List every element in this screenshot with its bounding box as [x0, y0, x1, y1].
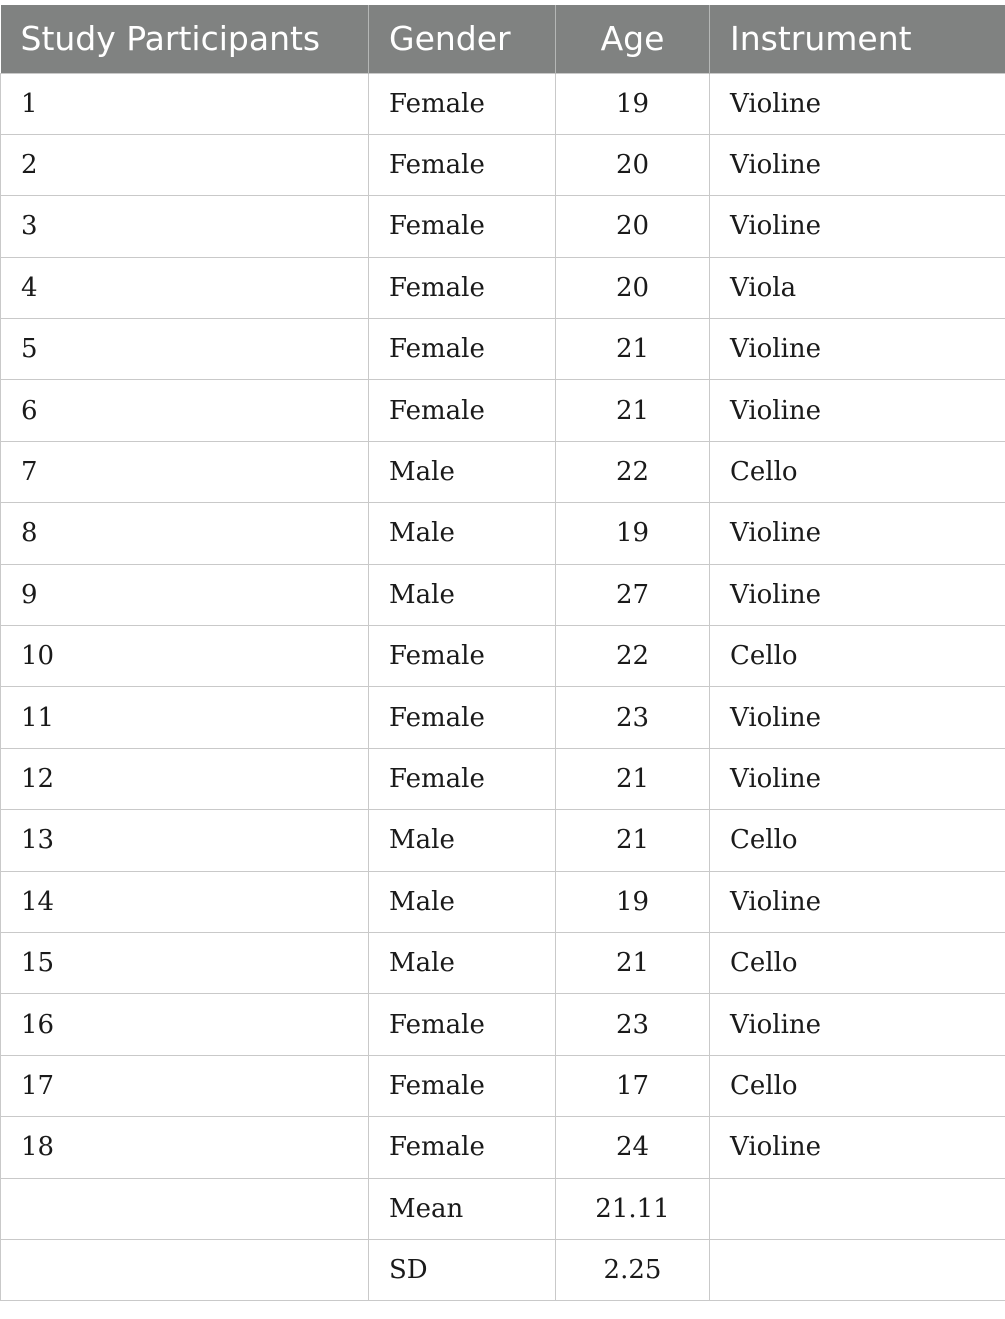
cell-gender: Female	[369, 748, 556, 809]
participants-table-wrapper	[0, 5, 1005, 1301]
cell-gender: Male	[369, 441, 556, 502]
cell-participant: 7	[1, 441, 369, 502]
cell-participant	[1, 1239, 369, 1300]
table-row	[1, 134, 1005, 195]
cell-participant: 15	[1, 932, 369, 993]
table-header	[1, 5, 1005, 73]
cell-age: 17	[556, 1055, 710, 1116]
table-row	[1, 257, 1005, 318]
table-row	[1, 687, 1005, 748]
cell-instrument: Cello	[710, 932, 1005, 993]
header-study-participants: Study Participants	[1, 5, 369, 73]
cell-instrument: Violine	[710, 73, 1005, 134]
cell-age: 21.11	[556, 1178, 710, 1239]
cell-gender: Female	[369, 994, 556, 1055]
cell-gender: Female	[369, 319, 556, 380]
header-instrument: Instrument	[710, 5, 1005, 73]
table-row	[1, 503, 1005, 564]
cell-age: 22	[556, 626, 710, 687]
cell-gender: Mean	[369, 1178, 556, 1239]
cell-instrument: Violine	[710, 1117, 1005, 1178]
cell-gender: Female	[369, 626, 556, 687]
cell-age: 20	[556, 134, 710, 195]
cell-instrument: Cello	[710, 1055, 1005, 1116]
cell-age: 20	[556, 196, 710, 257]
cell-instrument: Violine	[710, 196, 1005, 257]
cell-gender: Female	[369, 134, 556, 195]
table-row	[1, 994, 1005, 1055]
table-row	[1, 932, 1005, 993]
cell-age: 27	[556, 564, 710, 625]
cell-participant: 6	[1, 380, 369, 441]
header-gender: Gender	[369, 5, 556, 73]
cell-age: 19	[556, 871, 710, 932]
cell-age: 21	[556, 748, 710, 809]
cell-age: 23	[556, 994, 710, 1055]
cell-instrument: Violine	[710, 994, 1005, 1055]
table-row	[1, 196, 1005, 257]
participants-table	[0, 5, 1005, 1301]
cell-gender: Male	[369, 564, 556, 625]
cell-instrument: Violine	[710, 319, 1005, 380]
cell-gender: Female	[369, 687, 556, 748]
cell-instrument: Violine	[710, 748, 1005, 809]
table-row	[1, 441, 1005, 502]
table-body	[1, 73, 1005, 1301]
cell-gender: Female	[369, 1055, 556, 1116]
cell-participant: 3	[1, 196, 369, 257]
cell-participant: 13	[1, 810, 369, 871]
table-row	[1, 810, 1005, 871]
cell-participant: 2	[1, 134, 369, 195]
cell-instrument: Viola	[710, 257, 1005, 318]
header-age: Age	[556, 5, 710, 73]
cell-instrument	[710, 1178, 1005, 1239]
cell-participant: 17	[1, 1055, 369, 1116]
table-row	[1, 1117, 1005, 1178]
cell-instrument: Cello	[710, 626, 1005, 687]
cell-instrument: Cello	[710, 441, 1005, 502]
cell-age: 21	[556, 932, 710, 993]
cell-age: 22	[556, 441, 710, 502]
cell-gender: Male	[369, 503, 556, 564]
cell-gender: Female	[369, 380, 556, 441]
cell-participant: 14	[1, 871, 369, 932]
table-row	[1, 319, 1005, 380]
cell-participant: 12	[1, 748, 369, 809]
header-row	[1, 5, 1005, 73]
table-row	[1, 626, 1005, 687]
cell-instrument: Violine	[710, 687, 1005, 748]
cell-instrument: Violine	[710, 380, 1005, 441]
cell-instrument: Violine	[710, 871, 1005, 932]
cell-age: 21	[556, 319, 710, 380]
cell-participant: 18	[1, 1117, 369, 1178]
cell-age: 2.25	[556, 1239, 710, 1300]
table-row	[1, 1239, 1005, 1300]
cell-participant: 10	[1, 626, 369, 687]
cell-participant: 5	[1, 319, 369, 380]
cell-gender: SD	[369, 1239, 556, 1300]
cell-gender: Female	[369, 257, 556, 318]
cell-participant: 16	[1, 994, 369, 1055]
cell-instrument: Violine	[710, 503, 1005, 564]
table-row	[1, 1178, 1005, 1239]
cell-age: 19	[556, 73, 710, 134]
cell-participant: 9	[1, 564, 369, 625]
cell-gender: Female	[369, 73, 556, 134]
cell-age: 21	[556, 810, 710, 871]
table-row	[1, 73, 1005, 134]
cell-participant: 11	[1, 687, 369, 748]
cell-participant: 8	[1, 503, 369, 564]
cell-age: 20	[556, 257, 710, 318]
cell-age: 24	[556, 1117, 710, 1178]
cell-age: 19	[556, 503, 710, 564]
cell-instrument: Cello	[710, 810, 1005, 871]
cell-participant: 1	[1, 73, 369, 134]
cell-instrument	[710, 1239, 1005, 1300]
cell-age: 23	[556, 687, 710, 748]
cell-gender: Male	[369, 810, 556, 871]
table-row	[1, 748, 1005, 809]
table-row	[1, 380, 1005, 441]
cell-gender: Female	[369, 1117, 556, 1178]
table-row	[1, 1055, 1005, 1116]
cell-instrument: Violine	[710, 134, 1005, 195]
cell-age: 21	[556, 380, 710, 441]
cell-gender: Male	[369, 871, 556, 932]
cell-instrument: Violine	[710, 564, 1005, 625]
table-row	[1, 871, 1005, 932]
cell-participant: 4	[1, 257, 369, 318]
cell-participant	[1, 1178, 369, 1239]
cell-gender: Male	[369, 932, 556, 993]
cell-gender: Female	[369, 196, 556, 257]
table-row	[1, 564, 1005, 625]
